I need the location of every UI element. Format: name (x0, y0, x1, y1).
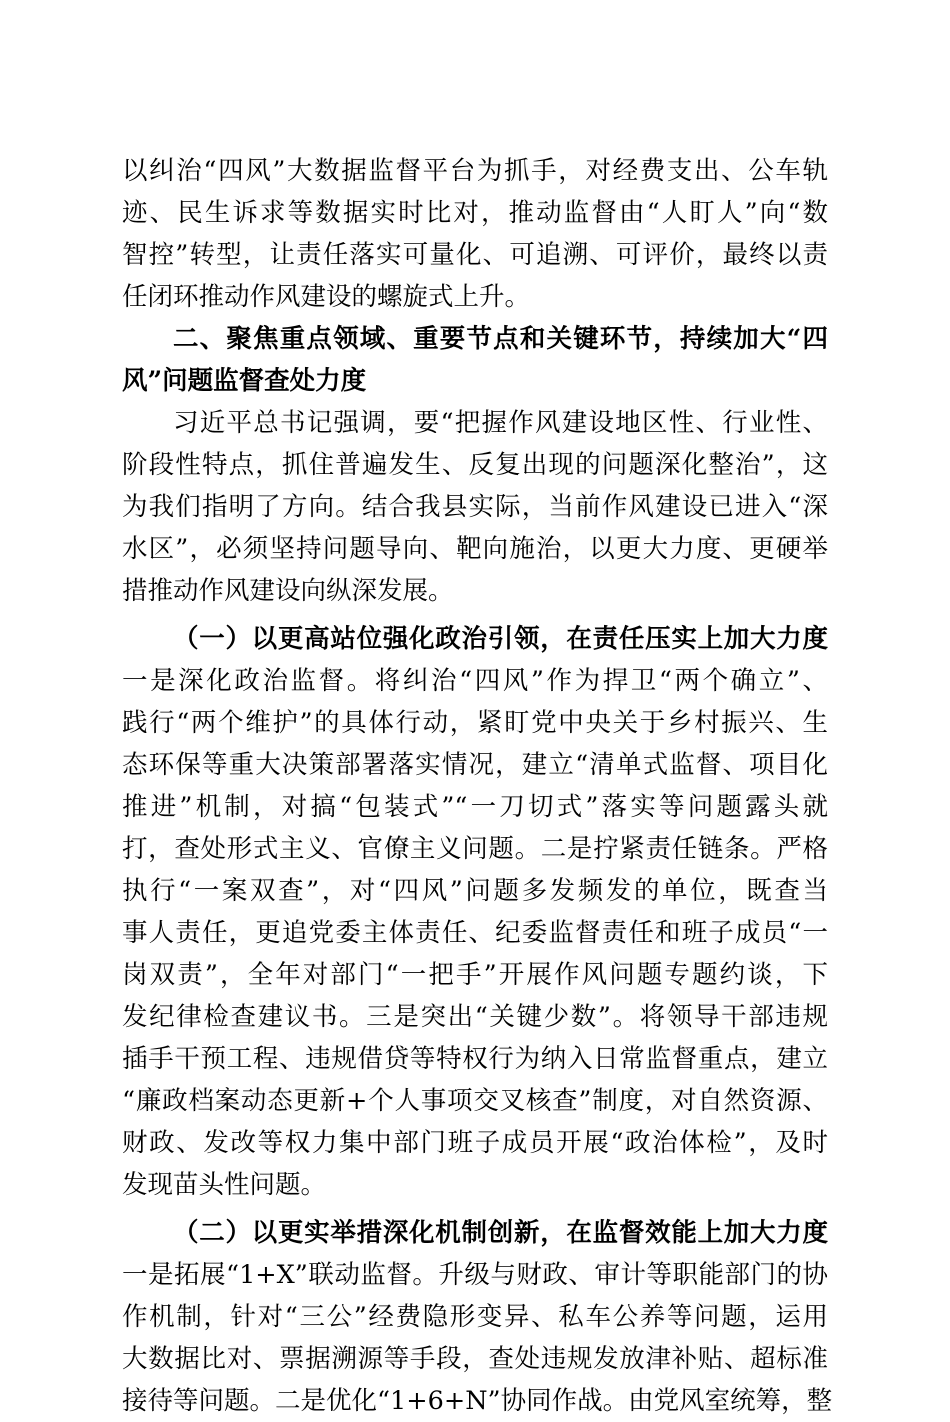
text-line: 发现苗头性问题。 (122, 1170, 327, 1200)
text-line: 执行“一案双查”，对“四风”问题多发频发的单位，既查当 (122, 876, 828, 906)
section-heading (122, 318, 828, 402)
text-line: 发纪律检查建议书。三是突出“关键少数”。将领导干部违规 (122, 1002, 828, 1032)
text-line: 事人责任，更追党委主体责任、纪委监督责任和班子成员“一 (122, 918, 828, 948)
text-line: “廉政档案动态更新+个人事项交叉核查”制度，对自然资源、 (122, 1086, 828, 1116)
text-line: 态环保等重大决策部署落实情况，建立“清单式监督、项目化 (122, 750, 828, 780)
text-line: 打，查处形式主义、官僚主义问题。二是拧紧责任链条。严格 (122, 834, 828, 864)
document-page (122, 150, 833, 1422)
subheading-line: （一）以更高站位强化政治引领，在责任压实上加大力度 (173, 624, 828, 654)
text-line: 为我们指明了方向。结合我县实际，当前作风建设已进入“深 (122, 492, 828, 522)
text-line: 以纠治“四风”大数据监督平台为抓手，对经费支出、公车轨 (122, 156, 828, 186)
subsection-heading (122, 618, 828, 660)
text-line: 迹、民生诉求等数据实时比对，推动监督由“人盯人”向“数 (122, 198, 828, 228)
text-line: 智控”转型，让责任落实可量化、可追溯、可评价，最终以责 (122, 240, 828, 270)
text-line: 财政、发改等权力集中部门班子成员开展“政治体检”，及时 (122, 1128, 828, 1158)
text-line: 接待等问题。二是优化“1+6+N”协同作战。由党风室统筹，整 (122, 1386, 833, 1416)
text-line: 作机制，针对“三公”经费隐形变异、私车公养等问题，运用 (122, 1302, 828, 1332)
text-line: 践行“两个维护”的具体行动，紧盯党中央关于乡村振兴、生 (122, 708, 828, 738)
text-line: 一是深化政治监督。将纠治“四风”作为捍卫“两个确立”、 (122, 666, 828, 696)
subsection-heading (122, 1212, 828, 1254)
paragraph-body (122, 150, 828, 318)
text-line: 阶段性特点，抓住普遍发生、反复出现的问题深化整治”，这 (122, 450, 828, 480)
text-line: 习近平总书记强调，要“把握作风建设地区性、行业性、 (173, 408, 828, 438)
subheading-line: （二）以更实举措深化机制创新，在监督效能上加大力度 (173, 1218, 828, 1248)
text-line: 水区”，必须坚持问题导向、靶向施治，以更大力度、更硬举 (122, 534, 828, 564)
paragraph-body (122, 1254, 833, 1422)
text-line: 插手干预工程、违规借贷等特权行为纳入日常监督重点，建立 (122, 1044, 828, 1074)
text-line: 岗双责”，全年对部门“一把手”开展作风问题专题约谈，下 (122, 960, 828, 990)
heading-line: 风”问题监督查处力度 (122, 366, 367, 396)
paragraph-body (122, 402, 828, 612)
text-line: 措推动作风建设向纵深发展。 (122, 576, 454, 606)
text-line: 一是拓展“1+X”联动监督。升级与财政、审计等职能部门的协 (122, 1260, 828, 1290)
text-line: 推进”机制，对搞“包装式”“一刀切式”落实等问题露头就 (122, 792, 828, 822)
paragraph-body (122, 660, 828, 1206)
text-line: 任闭环推动作风建设的螺旋式上升。 (122, 282, 531, 312)
text-line: 大数据比对、票据溯源等手段，查处违规发放津补贴、超标准 (122, 1344, 828, 1374)
heading-line: 二、聚焦重点领域、重要节点和关键环节，持续加大“四 (173, 324, 828, 354)
